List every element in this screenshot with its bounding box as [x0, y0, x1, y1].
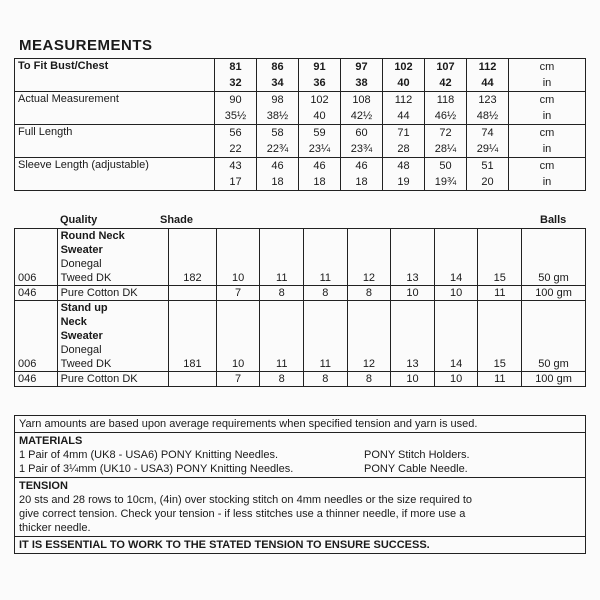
materials-extra-2: PONY Cable Needle.	[364, 463, 468, 475]
measurement-value	[215, 92, 257, 125]
measurement-unit	[509, 158, 586, 191]
yarn-code: 046	[15, 286, 58, 301]
ball-count: 7	[216, 286, 260, 301]
measurement-value	[341, 158, 383, 191]
value-top: 56	[229, 127, 242, 139]
ball-count: 8	[304, 372, 348, 387]
yarn-code: 006	[15, 301, 58, 372]
tension-heading: TENSION	[19, 480, 68, 492]
ball-count: 11	[304, 229, 348, 286]
value-bottom: 19	[397, 176, 410, 188]
garment-title: Sweater	[60, 244, 103, 256]
value-top: 74	[481, 127, 494, 139]
balls-header: Balls	[540, 214, 567, 226]
quality-line: Donegal	[60, 344, 102, 356]
measurement-value	[341, 59, 383, 92]
yarn-quality	[57, 372, 169, 387]
ball-count: 8	[347, 286, 391, 301]
measurement-value	[299, 158, 341, 191]
value-top: 108	[352, 94, 371, 106]
materials-heading: MATERIALS	[19, 435, 83, 447]
unit-top: cm	[539, 127, 555, 139]
value-bottom: 48½	[476, 110, 499, 122]
ball-count: 11	[478, 372, 522, 387]
essential-note: IT IS ESSENTIAL TO WORK TO THE STATED TENSION TO ENSURE SUCCESS.	[14, 537, 586, 554]
yarn-quality	[57, 301, 169, 372]
yarn-row	[15, 229, 586, 286]
unit-bottom: in	[542, 77, 552, 89]
ball-count: 13	[391, 301, 435, 372]
value-bottom: 44	[481, 77, 494, 89]
value-top: 46	[271, 160, 284, 172]
ball-count: 10	[391, 286, 435, 301]
ball-count: 11	[260, 229, 304, 286]
measurements-table	[14, 58, 586, 191]
value-bottom: 18	[355, 176, 368, 188]
ball-count: 10	[216, 229, 260, 286]
measurement-value	[257, 125, 299, 158]
measurement-value	[467, 125, 509, 158]
value-top: 72	[439, 127, 452, 139]
measurement-value	[257, 92, 299, 125]
materials-box	[14, 433, 586, 478]
value-top: 102	[394, 61, 413, 73]
value-bottom: 35½	[224, 110, 247, 122]
ball-count: 8	[260, 372, 304, 387]
ball-count: 14	[434, 229, 478, 286]
measurement-value	[257, 158, 299, 191]
ball-count: 11	[260, 301, 304, 372]
ball-weight: 100 gm	[522, 286, 586, 301]
garment-title: Sweater	[60, 330, 103, 342]
unit-bottom: in	[542, 176, 552, 188]
quality-line: Tweed DK	[60, 272, 112, 284]
value-top: 51	[481, 160, 494, 172]
value-bottom: 34	[271, 77, 284, 89]
tension-line-3: thicker needle.	[19, 522, 91, 534]
value-bottom: 22¾	[266, 143, 289, 155]
value-bottom: 28¼	[434, 143, 457, 155]
value-top: 97	[355, 61, 368, 73]
value-top: 112	[478, 61, 497, 73]
measurement-label: To Fit Bust/Chest	[15, 59, 215, 92]
value-bottom: 42½	[350, 110, 373, 122]
tension-line-1: 20 sts and 28 rows to 10cm, (4in) over stocking stitch on 4mm needles or the size required to	[19, 494, 473, 506]
value-top: 58	[271, 127, 284, 139]
measurement-label: Sleeve Length (adjustable)	[15, 158, 215, 191]
measurement-row	[15, 59, 586, 92]
page-title: MEASUREMENTS	[19, 37, 153, 54]
unit-bottom: in	[542, 143, 552, 155]
measurement-row	[15, 125, 586, 158]
yarn-code: 046	[15, 372, 58, 387]
materials-line-1	[19, 448, 581, 462]
unit-top: cm	[539, 94, 555, 106]
value-bottom: 32	[229, 77, 242, 89]
value-bottom: 38	[355, 77, 368, 89]
quality-line: Pure Cotton DK	[60, 373, 138, 385]
value-top: 71	[397, 127, 410, 139]
measurement-value	[467, 92, 509, 125]
yarn-shade: 182	[169, 229, 217, 286]
unit-top: cm	[539, 61, 555, 73]
yarn-note: Yarn amounts are based upon average requirements when specified tension and yarn is used.	[14, 415, 586, 433]
quality-line: Donegal	[60, 258, 102, 270]
measurement-value	[425, 158, 467, 191]
measurement-value	[425, 59, 467, 92]
yarn-row	[15, 301, 586, 372]
ball-count: 15	[478, 229, 522, 286]
value-bottom: 28	[397, 143, 410, 155]
measurement-value	[425, 92, 467, 125]
measurement-value	[215, 125, 257, 158]
measurement-value	[299, 59, 341, 92]
measurement-value	[467, 59, 509, 92]
value-bottom: 20	[481, 176, 494, 188]
measurement-value	[467, 158, 509, 191]
measurement-row	[15, 158, 586, 191]
ball-weight: 50 gm	[522, 229, 586, 286]
value-bottom: 19¾	[434, 176, 457, 188]
measurement-value	[341, 92, 383, 125]
measurement-unit	[509, 125, 586, 158]
measurement-value	[215, 158, 257, 191]
value-top: 107	[436, 61, 455, 73]
unit-bottom: in	[542, 110, 552, 122]
value-top: 91	[313, 61, 326, 73]
materials-line-2	[19, 462, 581, 476]
measurement-value	[257, 59, 299, 92]
measurement-value	[383, 92, 425, 125]
ball-count: 12	[347, 301, 391, 372]
measurement-value	[299, 92, 341, 125]
value-top: 102	[310, 94, 329, 106]
ball-count: 10	[434, 372, 478, 387]
value-bottom: 17	[229, 176, 242, 188]
value-bottom: 44	[397, 110, 410, 122]
tension-box	[14, 478, 586, 537]
measurement-value	[383, 158, 425, 191]
materials-extra-1: PONY Stitch Holders.	[364, 449, 470, 461]
ball-count: 14	[434, 301, 478, 372]
shade-header: Shade	[160, 214, 194, 226]
value-bottom: 40	[313, 110, 326, 122]
yarn-row	[15, 372, 586, 387]
value-bottom: 36	[313, 77, 326, 89]
value-top: 43	[229, 160, 242, 172]
ball-count: 10	[434, 286, 478, 301]
ball-count: 10	[216, 301, 260, 372]
value-top: 81	[229, 61, 242, 73]
unit-top: cm	[539, 160, 555, 172]
value-bottom: 18	[313, 176, 326, 188]
ball-count: 8	[347, 372, 391, 387]
value-top: 86	[271, 61, 284, 73]
value-top: 112	[394, 94, 413, 106]
materials-needles-1: 1 Pair of 4mm (UK8 - USA6) PONY Knitting Needles.	[19, 449, 279, 461]
value-bottom: 42	[439, 77, 452, 89]
quality-line: Tweed DK	[60, 358, 112, 370]
value-top: 98	[271, 94, 284, 106]
ball-count: 11	[304, 301, 348, 372]
measurement-label: Full Length	[15, 125, 215, 158]
measurement-unit	[509, 92, 586, 125]
yarn-code: 006	[15, 229, 58, 286]
value-top: 48	[397, 160, 410, 172]
garment-title: Neck	[60, 316, 87, 328]
ball-count: 8	[304, 286, 348, 301]
value-top: 46	[313, 160, 326, 172]
value-bottom: 22	[229, 143, 242, 155]
value-top: 46	[355, 160, 368, 172]
measurement-value	[215, 59, 257, 92]
ball-count: 15	[478, 301, 522, 372]
yarn-shade	[169, 286, 217, 301]
measurement-value	[341, 125, 383, 158]
value-top: 118	[436, 94, 455, 106]
quality-header: Quality	[60, 214, 98, 226]
measurement-unit	[509, 59, 586, 92]
value-top: 50	[439, 160, 452, 172]
yarn-shade: 181	[169, 301, 217, 372]
measurement-value	[383, 59, 425, 92]
value-bottom: 29¼	[476, 143, 499, 155]
value-bottom: 38½	[266, 110, 289, 122]
value-bottom: 23¾	[350, 143, 373, 155]
ball-count: 12	[347, 229, 391, 286]
value-top: 123	[478, 94, 497, 106]
value-top: 60	[355, 127, 368, 139]
ball-weight: 50 gm	[522, 301, 586, 372]
value-bottom: 23¼	[308, 143, 331, 155]
measurement-value	[299, 125, 341, 158]
yarn-quality	[57, 286, 169, 301]
materials-needles-2: 1 Pair of 3¼mm (UK10 - USA3) PONY Knitting Needles.	[19, 463, 294, 475]
value-top: 59	[313, 127, 326, 139]
notes-section	[14, 415, 586, 554]
yarn-table	[14, 228, 586, 387]
garment-title: Round Neck	[60, 230, 125, 242]
ball-count: 10	[391, 372, 435, 387]
ball-count: 13	[391, 229, 435, 286]
measurement-value	[425, 125, 467, 158]
ball-count: 8	[260, 286, 304, 301]
value-bottom: 46½	[434, 110, 457, 122]
quality-line: Pure Cotton DK	[60, 287, 138, 299]
value-bottom: 18	[271, 176, 284, 188]
yarn-row	[15, 286, 586, 301]
value-top: 90	[229, 94, 242, 106]
yarn-shade	[169, 372, 217, 387]
measurement-row	[15, 92, 586, 125]
ball-count: 11	[478, 286, 522, 301]
yarn-quality	[57, 229, 169, 286]
measurement-label: Actual Measurement	[15, 92, 215, 125]
tension-line-2: give correct tension. Check your tension - if less stitches use a thinner needle, if more use a	[19, 508, 466, 520]
garment-title: Stand up	[60, 302, 108, 314]
ball-count: 7	[216, 372, 260, 387]
value-bottom: 40	[397, 77, 410, 89]
measurement-value	[383, 125, 425, 158]
ball-weight: 100 gm	[522, 372, 586, 387]
